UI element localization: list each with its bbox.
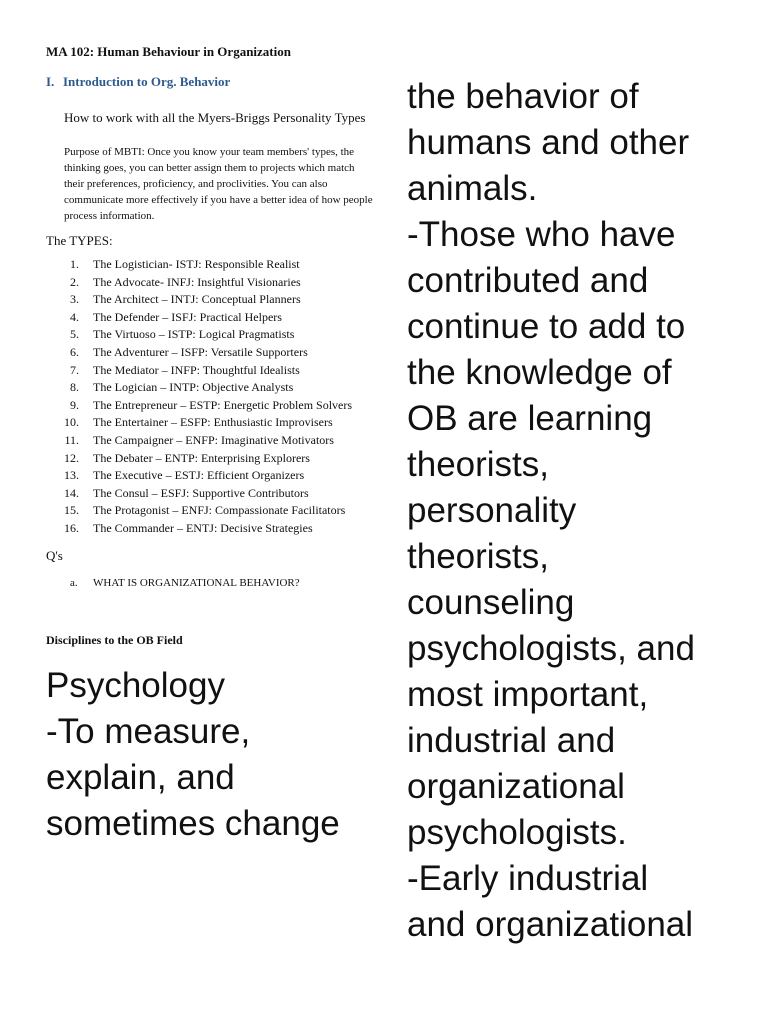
list-number: 4.	[70, 309, 79, 324]
list-text: The Advocate- INFJ: Insightful Visionaries	[93, 274, 301, 289]
types-label: The TYPES:	[46, 233, 113, 248]
list-item	[46, 344, 376, 362]
questions-label: Q's	[46, 547, 63, 563]
list-number: 11.	[64, 432, 79, 447]
list-text: The Protagonist – ENFJ: Compassionate Facilitators	[93, 503, 346, 518]
list-item	[46, 467, 376, 485]
list-text: The Virtuoso – ISTP: Logical Pragmatists	[93, 327, 295, 342]
list-number: 16.	[64, 520, 79, 535]
list-text: The Executive – ESTJ: Efficient Organizers	[93, 468, 305, 483]
list-item	[46, 432, 376, 450]
list-item	[46, 379, 376, 397]
section-title: Introduction to Org. Behavior	[63, 74, 231, 89]
list-text: The Debater – ENTP: Enterprising Explorers	[93, 450, 310, 465]
list-text: The Logistician- ISTJ: Responsible Realist	[93, 257, 300, 271]
section-number: I.	[46, 74, 55, 89]
left-column	[46, 42, 376, 847]
question-item	[46, 575, 376, 591]
mbti-subtitle: How to work with all the Myers-Briggs Personality Types	[64, 110, 366, 125]
list-item	[46, 485, 376, 503]
list-number: 13.	[64, 468, 79, 483]
list-number: 7.	[70, 362, 79, 377]
list-item	[46, 291, 376, 309]
list-text: The Campaigner – ENFP: Imaginative Motivators	[93, 432, 334, 447]
psychology-text-left: Psychology -To measure, explain, and sometimes change	[46, 665, 340, 843]
list-text: The Consul – ESFJ: Supportive Contributors	[93, 485, 309, 500]
question-text: WHAT IS ORGANIZATIONAL BEHAVIOR?	[93, 576, 300, 589]
list-number: 3.	[70, 292, 79, 307]
list-item	[46, 326, 376, 344]
list-item	[46, 520, 376, 538]
list-number: 8.	[70, 380, 79, 395]
list-item	[46, 502, 376, 520]
list-item	[46, 414, 376, 432]
list-text: The Commander – ENTJ: Decisive Strategies	[93, 520, 313, 535]
list-item	[46, 256, 376, 274]
mbti-purpose: Purpose of MBTI: Once you know your team members' types, the thinking goes, you can better assign them to projects which match their preferences, proficiency, and proclivities. You can also communicate more effectively if you have a better idea of how people process information.	[64, 146, 373, 222]
list-number: 14.	[64, 485, 79, 500]
right-column	[407, 74, 757, 948]
list-text: The Architect – INTJ: Conceptual Planners	[93, 292, 301, 307]
list-item	[46, 309, 376, 327]
disciplines-heading: Disciplines to the OB Field	[46, 632, 183, 647]
list-number: 6.	[70, 344, 79, 359]
list-number: 2.	[70, 274, 79, 289]
list-item	[46, 274, 376, 292]
list-number: 5.	[70, 327, 79, 342]
list-number: 10.	[64, 415, 79, 430]
section-heading	[46, 72, 376, 92]
list-item	[46, 397, 376, 415]
list-number: 12.	[64, 450, 79, 465]
list-number: 9.	[70, 397, 79, 412]
psychology-text-right: the behavior of humans and other animals. -Those who have contributed and continue to add to the knowledge of OB are learning theorists, personality theorists, counseling psychologists, and most important, industrial and organizational psychologists. -Early industrial and organizational	[407, 77, 695, 944]
list-text: The Defender – ISFJ: Practical Helpers	[93, 309, 282, 324]
list-item	[46, 362, 376, 380]
list-item	[46, 450, 376, 468]
list-text: The Entertainer – ESFP: Enthusiastic Improvisers	[93, 415, 333, 430]
course-title: MA 102: Human Behaviour in Organization	[46, 44, 291, 59]
list-number: 15.	[64, 503, 79, 518]
list-text: The Mediator – INFP: Thoughtful Idealists	[93, 362, 300, 377]
question-letter: a.	[70, 576, 78, 589]
list-number: 1.	[70, 257, 79, 271]
list-text: The Logician – INTP: Objective Analysts	[93, 380, 294, 395]
list-text: The Entrepreneur – ESTP: Energetic Problem Solvers	[93, 397, 353, 412]
types-list	[46, 256, 376, 538]
list-text: The Adventurer – ISFP: Versatile Supporters	[93, 344, 308, 359]
